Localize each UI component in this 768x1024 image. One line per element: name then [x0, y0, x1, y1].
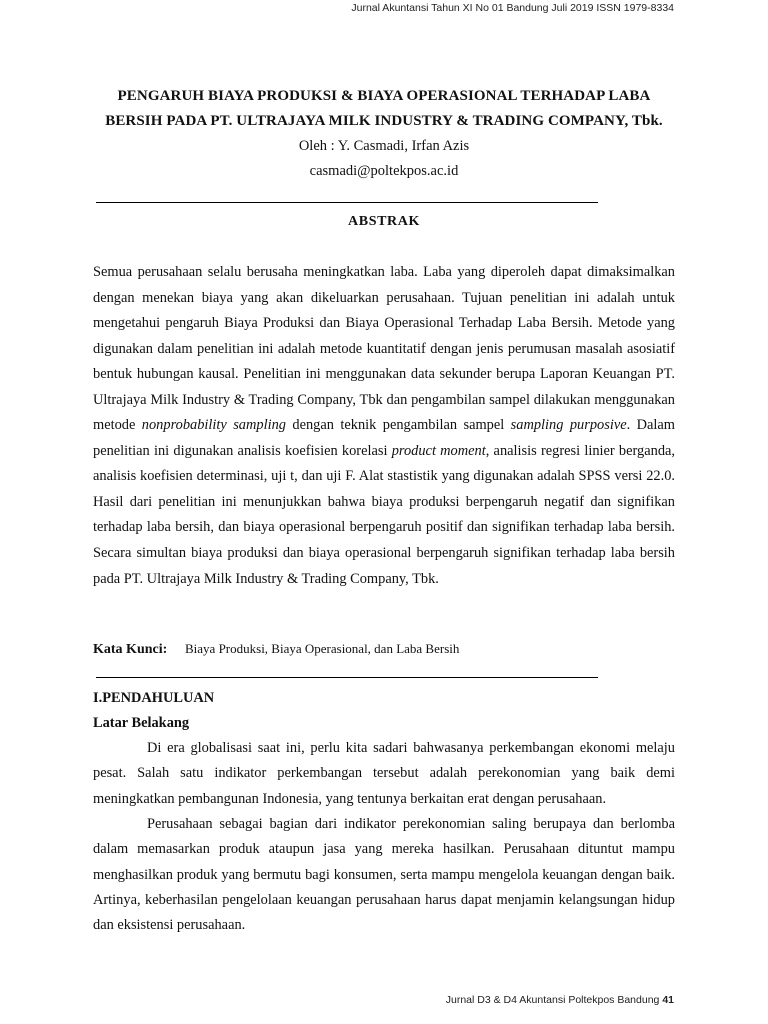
subsection-heading-background: Latar Belakang — [93, 715, 190, 731]
keywords-line — [93, 638, 675, 661]
abstract-paragraph — [93, 260, 675, 592]
abstract-term-sampling-purposive: sampling purposive — [510, 417, 627, 434]
abstract-text-4: , analisis regresi linier berganda, analisis koefisien determinasi, uji t, dan uji F. Alat stastistik yang digunakan adalah SPSS versi 22.0. Hasil dari penelitian ini menunjukkan bahwa biaya produksi berpengaruh negatif dan signifikan terhadap laba bersih, dan biaya operasional berpengaruh positif dan signifikan terhadap laba bersih. Secara simultan biaya produksi dan biaya operasional berpengaruh signifikan terhadap laba bersih pada PT. Ultrajaya Milk Industry & Trading Company, Tbk. — [93, 442, 675, 587]
article-title-line-1: PENGARUH BIAYA PRODUKSI & BIAYA OPERASIONAL TERHADAP LABA — [117, 88, 651, 104]
abstract-text-1: Semua perusahaan selalu berusaha meningkatkan laba. Laba yang diperoleh dapat dimaksimalkan dengan menekan biaya yang akan dikeluarkan perusahaan. Tujuan penelitian ini adalah untuk mengetahui pengaruh Biaya Produksi dan Biaya Operasional Terhadap Laba Bersih. Metode yang digunakan dalam penelitian ini adalah metode kuantitatif dengan jenis perumusan masalah asosiatif bentuk hubungan kausal. Penelitian ini menggunakan data sekunder berupa Laporan Keuangan PT. Ultrajaya Milk Industry & Trading Company, Tbk dan pengambilan sampel dilakukan menggunakan metode — [93, 264, 675, 434]
title-block — [0, 84, 768, 184]
abstract-text-3: . Dalam penelitian ini digunakan analisis koefisien korelasi — [93, 417, 675, 459]
divider-top — [96, 202, 598, 203]
author-email: casmadi@poltekpos.ac.id — [309, 163, 459, 179]
abstract-heading: ABSTRAK — [348, 214, 420, 229]
footer-journal: Jurnal D3 & D4 Akuntansi Poltekpos Bandung — [445, 994, 663, 1006]
article-title-line-2: BERSIH PADA PT. ULTRAJAYA MILK INDUSTRY & TRADING COMPANY, Tbk. — [105, 113, 663, 129]
abstract-body — [93, 260, 675, 592]
abstract-term-product-moment: product moment — [391, 442, 486, 459]
keywords-label: Kata Kunci: — [93, 642, 168, 657]
section-heading-introduction: I.PENDAHULUAN — [93, 690, 215, 706]
intro-paragraph-1: Di era globalisasi saat ini, perlu kita sadari bahwasanya perkembangan ekonomi melaju pesat. Salah satu indikator perkembangan tersebut adalah perekonomian yang baik demi meningkatkan pembangunan Indonesia, yang tentunya berkaitan erat dengan perusahaan. — [93, 740, 675, 807]
abstract-text-2: dengan teknik pengambilan sampel — [285, 417, 511, 434]
abstract-term-nonprobability: nonprobability sampling — [141, 417, 286, 434]
article-authors: Oleh : Y. Casmadi, Irfan Azis — [298, 138, 470, 154]
keywords-text: Biaya Produksi, Biaya Operasional, dan Laba Bersih — [185, 641, 460, 656]
page-footer — [0, 992, 674, 1008]
page-number: 41 — [662, 994, 674, 1006]
intro-paragraph-2: Perusahaan sebagai bagian dari indikator perekonomian saling berupaya dan berlomba dalam memasarkan produk ataupun jasa yang mereka hasilkan. Perusahaan dituntut mampu menghasilkan produk yang bermutu bagi konsumen, serta mampu mengelola keuangan dengan baik. Artinya, keberhasilan pengelolaan keuangan perusahaan harus dapat menjamin kelangsungan hidup dan eksistensi perusahaan. — [93, 816, 675, 934]
running-head: Jurnal Akuntansi Tahun XI No 01 Bandung Juli 2019 ISSN 1979-8334 — [351, 2, 674, 14]
divider-bottom — [96, 677, 598, 678]
